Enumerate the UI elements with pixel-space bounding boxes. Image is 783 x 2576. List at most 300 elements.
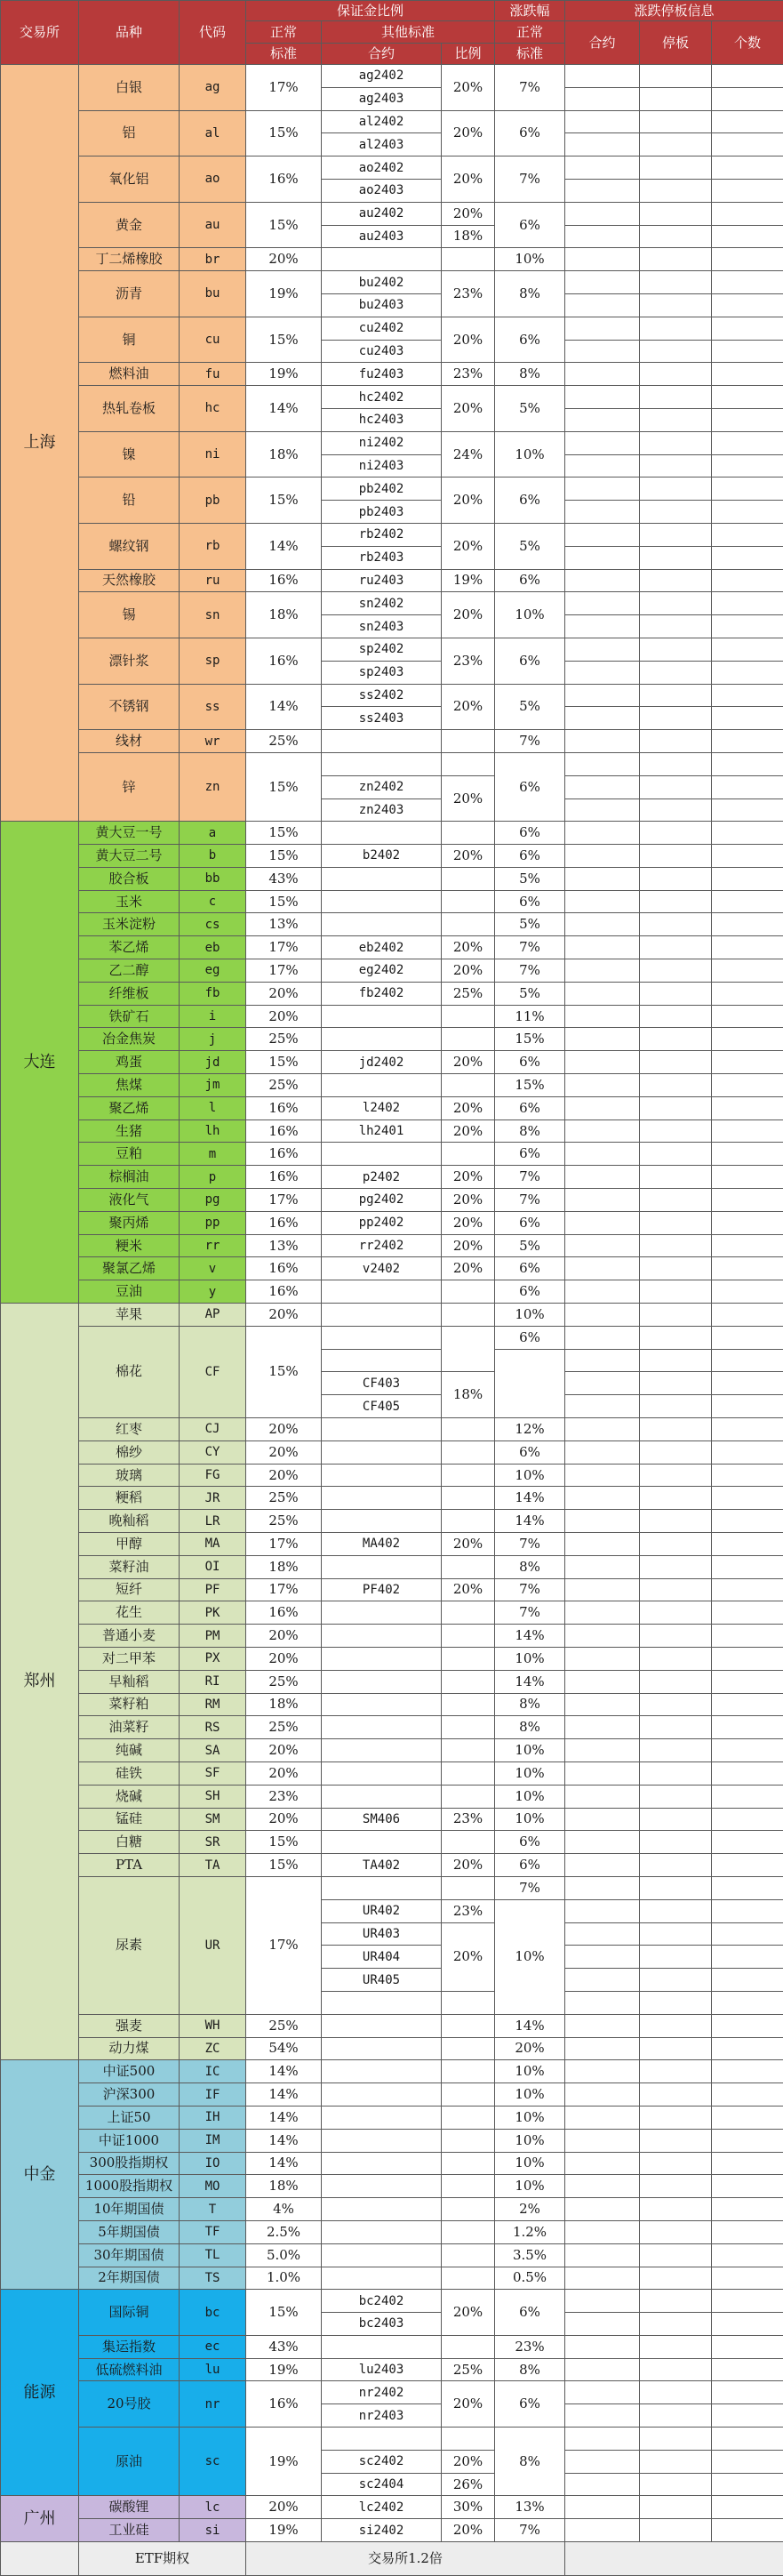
halt-board-cell	[640, 1647, 712, 1670]
contract-cell	[322, 1487, 442, 1510]
product-name: 天然橡胶	[79, 569, 180, 592]
halt-board-cell	[640, 1143, 712, 1166]
product-name: 黄金	[79, 202, 180, 248]
table-row	[1, 913, 783, 936]
contract-cell: au2403	[322, 225, 442, 248]
halt-board-cell	[640, 1876, 712, 1899]
product-name: 氧化铝	[79, 156, 180, 203]
halt-board-cell	[640, 1761, 712, 1785]
halt-count-cell	[712, 2496, 783, 2519]
halt-contract-cell	[565, 1280, 640, 1304]
exchange-name: 上海	[1, 65, 79, 822]
product-name: 碳酸锂	[79, 2496, 180, 2519]
halt-contract-cell	[565, 1946, 640, 1969]
product-code: al	[180, 110, 246, 156]
product-name: 棉花	[79, 1326, 180, 1417]
margin-standard: 15%	[246, 477, 322, 524]
table-row	[1, 248, 783, 271]
halt-contract-cell	[565, 592, 640, 615]
halt-board-cell	[640, 1785, 712, 1808]
halt-count-cell	[712, 2381, 783, 2404]
product-code: sp	[180, 638, 246, 684]
halt-contract-cell	[565, 1533, 640, 1556]
product-code: RI	[180, 1670, 246, 1693]
table-row	[1, 317, 783, 340]
halt-count-cell	[712, 179, 783, 202]
limit-cell: 13%	[495, 2496, 565, 2519]
margin-standard: 19%	[246, 363, 322, 386]
halt-contract-cell	[565, 293, 640, 317]
halt-board-cell	[640, 1418, 712, 1441]
limit-cell: 10%	[495, 592, 565, 638]
halt-count-cell	[712, 661, 783, 684]
halt-contract-cell	[565, 1969, 640, 1992]
halt-contract-cell	[565, 1119, 640, 1143]
product-name: 集运指数	[79, 2335, 180, 2358]
halt-board-cell	[640, 2106, 712, 2129]
contract-cell: pp2402	[322, 1211, 442, 1234]
table-row	[1, 1051, 783, 1074]
contract-cell: ru2403	[322, 569, 442, 592]
limit-cell: 6%	[495, 569, 565, 592]
halt-contract-cell	[565, 1166, 640, 1189]
halt-count-cell	[712, 271, 783, 294]
halt-board-cell	[640, 2220, 712, 2243]
margin-standard: 15%	[246, 110, 322, 156]
ratio-cell	[442, 2083, 495, 2107]
halt-board-cell	[640, 477, 712, 501]
product-name: 冶金焦炭	[79, 1028, 180, 1051]
contract-cell: fb2402	[322, 982, 442, 1005]
limit-cell: 10%	[495, 2175, 565, 2198]
header-halt-contract: 合约	[565, 21, 640, 65]
ratio-cell: 20%	[442, 1211, 495, 1234]
halt-count-cell	[712, 2220, 783, 2243]
halt-contract-cell	[565, 2428, 640, 2451]
halt-contract-cell	[565, 2198, 640, 2221]
halt-contract-cell	[565, 1143, 640, 1166]
halt-board-cell	[640, 2335, 712, 2358]
halt-count-cell	[712, 1166, 783, 1189]
product-name: 豆粕	[79, 1143, 180, 1166]
halt-count-cell	[712, 501, 783, 524]
halt-count-cell	[712, 1487, 783, 1510]
exchange-name: 大连	[1, 822, 79, 1304]
limit-cell: 8%	[495, 1555, 565, 1578]
halt-contract-cell	[565, 65, 640, 88]
limit-cell: 0.5%	[495, 2267, 565, 2290]
margin-standard: 16%	[246, 569, 322, 592]
ratio-cell: 23%	[442, 638, 495, 684]
product-name: 热轧卷板	[79, 386, 180, 432]
halt-contract-cell	[565, 1555, 640, 1578]
halt-board-cell	[640, 936, 712, 959]
halt-count-cell	[712, 845, 783, 868]
halt-board-cell	[640, 454, 712, 477]
limit-cell: 6%	[495, 477, 565, 524]
halt-board-cell	[640, 248, 712, 271]
halt-count-cell	[712, 2014, 783, 2037]
table-row	[1, 202, 783, 225]
ratio-cell	[442, 1693, 495, 1716]
product-name: 300股指期权	[79, 2152, 180, 2175]
table-row	[1, 1211, 783, 1234]
header-margin-group: 保证金比例	[246, 1, 495, 21]
contract-cell: ag2403	[322, 87, 442, 110]
contract-cell	[322, 1440, 442, 1464]
contract-cell	[322, 2267, 442, 2290]
halt-contract-cell	[565, 408, 640, 431]
product-name: 铝	[79, 110, 180, 156]
margin-standard: 13%	[246, 913, 322, 936]
product-code: b	[180, 845, 246, 868]
table-row	[1, 592, 783, 615]
contract-cell	[322, 2428, 442, 2451]
limit-cell: 20%	[495, 2037, 565, 2060]
ratio-cell	[442, 1876, 495, 1899]
contract-cell: lc2402	[322, 2496, 442, 2519]
product-code: lc	[180, 2496, 246, 2519]
header-halt-group: 涨跌停板信息	[565, 1, 783, 21]
margin-standard: 18%	[246, 431, 322, 477]
ratio-cell: 20%	[442, 1578, 495, 1601]
table-row	[1, 982, 783, 1005]
product-code: wr	[180, 730, 246, 753]
table-row	[1, 2175, 783, 2198]
halt-contract-cell	[565, 684, 640, 707]
table-row	[1, 845, 783, 868]
table-row	[1, 156, 783, 180]
halt-count-cell	[712, 798, 783, 822]
product-code: hc	[180, 386, 246, 432]
table-row	[1, 1464, 783, 1487]
product-name: 对二甲苯	[79, 1647, 180, 1670]
product-code: PF	[180, 1578, 246, 1601]
halt-count-cell	[712, 1578, 783, 1601]
halt-contract-cell	[565, 1005, 640, 1028]
contract-cell: cu2402	[322, 317, 442, 340]
ratio-cell: 18%	[442, 225, 495, 248]
table-row	[1, 638, 783, 661]
product-code: FG	[180, 1464, 246, 1487]
table-row	[1, 2060, 783, 2083]
margin-standard: 20%	[246, 1304, 322, 1327]
margin-standard: 20%	[246, 1440, 322, 1464]
footer-value: 交易所1.2倍	[246, 2542, 565, 2576]
limit-cell: 6%	[495, 638, 565, 684]
halt-contract-cell	[565, 822, 640, 845]
product-name: 中证1000	[79, 2129, 180, 2152]
halt-contract-cell	[565, 179, 640, 202]
margin-standard: 17%	[246, 1578, 322, 1601]
limit-cell: 6%	[495, 202, 565, 248]
halt-board-cell	[640, 1166, 712, 1189]
ratio-cell	[442, 2152, 495, 2175]
ratio-cell: 23%	[442, 1808, 495, 1831]
margin-standard: 18%	[246, 2175, 322, 2198]
ratio-cell: 20%	[442, 386, 495, 432]
contract-cell: hc2403	[322, 408, 442, 431]
ratio-cell	[442, 2175, 495, 2198]
limit-cell: 14%	[495, 1670, 565, 1693]
contract-cell	[322, 2335, 442, 2358]
ratio-cell: 24%	[442, 431, 495, 477]
margin-standard: 5.0%	[246, 2243, 322, 2267]
limit-cell: 10%	[495, 1647, 565, 1670]
limit-cell: 10%	[495, 2129, 565, 2152]
halt-contract-cell	[565, 2037, 640, 2060]
ratio-cell: 20%	[442, 156, 495, 203]
margin-standard: 14%	[246, 2106, 322, 2129]
product-name: 5年期国债	[79, 2220, 180, 2243]
product-code: p	[180, 1166, 246, 1189]
halt-count-cell	[712, 2175, 783, 2198]
halt-contract-cell	[565, 2243, 640, 2267]
table-row	[1, 684, 783, 707]
ratio-cell	[442, 752, 495, 775]
halt-count-cell	[712, 2060, 783, 2083]
ratio-cell	[442, 1510, 495, 1533]
halt-contract-cell	[565, 1625, 640, 1648]
halt-contract-cell	[565, 1234, 640, 1257]
product-code: bu	[180, 271, 246, 317]
margin-standard: 23%	[246, 1785, 322, 1808]
ratio-cell: 18%	[442, 1372, 495, 1418]
contract-cell	[322, 1761, 442, 1785]
halt-count-cell	[712, 1234, 783, 1257]
margin-standard: 16%	[246, 1257, 322, 1280]
halt-board-cell	[640, 1601, 712, 1625]
halt-count-cell	[712, 592, 783, 615]
exchange-name: 郑州	[1, 1304, 79, 2060]
halt-board-cell	[640, 2267, 712, 2290]
halt-contract-cell	[565, 1395, 640, 1418]
limit-cell: 6%	[495, 890, 565, 913]
contract-cell: b2402	[322, 845, 442, 868]
table-row	[1, 1716, 783, 1739]
margin-standard: 25%	[246, 2014, 322, 2037]
halt-board-cell	[640, 2152, 712, 2175]
product-name: 1000股指期权	[79, 2175, 180, 2198]
product-name: 纯碱	[79, 1739, 180, 1762]
table-row	[1, 2129, 783, 2152]
table-row	[1, 1625, 783, 1648]
halt-board-cell	[640, 982, 712, 1005]
halt-count-cell	[712, 1304, 783, 1327]
ratio-cell	[442, 1761, 495, 1785]
halt-count-cell	[712, 2313, 783, 2336]
halt-contract-cell	[565, 1464, 640, 1487]
product-code: MO	[180, 2175, 246, 2198]
table-row	[1, 363, 783, 386]
product-code: T	[180, 2198, 246, 2221]
halt-contract-cell	[565, 661, 640, 684]
table-row	[1, 1074, 783, 1097]
halt-count-cell	[712, 546, 783, 569]
halt-count-cell	[712, 1326, 783, 1349]
product-code: fb	[180, 982, 246, 1005]
halt-board-cell	[640, 2290, 712, 2313]
table-row	[1, 1005, 783, 1028]
limit-cell: 10%	[495, 248, 565, 271]
halt-contract-cell	[565, 1096, 640, 1119]
contract-cell	[322, 1074, 442, 1097]
contract-cell: ag2402	[322, 65, 442, 88]
halt-count-cell	[712, 2428, 783, 2451]
contract-cell	[322, 867, 442, 890]
halt-board-cell	[640, 1969, 712, 1992]
halt-board-cell	[640, 1005, 712, 1028]
halt-contract-cell	[565, 638, 640, 661]
halt-board-cell	[640, 1051, 712, 1074]
contract-cell: ni2403	[322, 454, 442, 477]
halt-count-cell	[712, 1761, 783, 1785]
halt-board-cell	[640, 1510, 712, 1533]
ratio-cell: 30%	[442, 2496, 495, 2519]
halt-contract-cell	[565, 501, 640, 524]
header-normal: 正常	[246, 21, 322, 44]
halt-contract-cell	[565, 1349, 640, 1372]
product-code: ao	[180, 156, 246, 203]
limit-cell: 8%	[495, 2358, 565, 2381]
halt-board-cell	[640, 1119, 712, 1143]
halt-contract-cell	[565, 1074, 640, 1097]
halt-contract-cell	[565, 431, 640, 454]
ratio-cell	[442, 1005, 495, 1028]
halt-count-cell	[712, 1647, 783, 1670]
halt-contract-cell	[565, 1739, 640, 1762]
contract-cell: p2402	[322, 1166, 442, 1189]
product-name: 螺纹钢	[79, 523, 180, 569]
footer-label: ETF期权	[79, 2542, 246, 2576]
margin-standard: 2.5%	[246, 2220, 322, 2243]
halt-board-cell	[640, 2381, 712, 2404]
product-code: pg	[180, 1189, 246, 1212]
halt-board-cell	[640, 752, 712, 775]
halt-board-cell	[640, 1028, 712, 1051]
contract-cell	[322, 2152, 442, 2175]
ratio-cell	[442, 1418, 495, 1441]
table-row	[1, 477, 783, 501]
halt-board-cell	[640, 1464, 712, 1487]
contract-cell	[322, 1785, 442, 1808]
margin-standard: 18%	[246, 592, 322, 638]
table-row	[1, 1693, 783, 1716]
halt-board-cell	[640, 363, 712, 386]
product-code: MA	[180, 1533, 246, 1556]
product-code: IC	[180, 2060, 246, 2083]
table-row	[1, 1854, 783, 1877]
contract-cell: al2402	[322, 110, 442, 133]
halt-count-cell	[712, 2335, 783, 2358]
halt-contract-cell	[565, 2404, 640, 2428]
table-row	[1, 1143, 783, 1166]
product-name: 菜籽油	[79, 1555, 180, 1578]
limit-cell: 7%	[495, 2519, 565, 2542]
product-code: l	[180, 1096, 246, 1119]
product-name: 粳稻	[79, 1487, 180, 1510]
contract-cell: SM406	[322, 1808, 442, 1831]
halt-count-cell	[712, 2358, 783, 2381]
limit-cell: 15%	[495, 1074, 565, 1097]
limit-cell: 5%	[495, 867, 565, 890]
halt-contract-cell	[565, 1051, 640, 1074]
halt-contract-cell	[565, 1761, 640, 1785]
margin-standard: 25%	[246, 730, 322, 753]
halt-count-cell	[712, 2152, 783, 2175]
ratio-cell: 20%	[442, 2519, 495, 2542]
contract-cell: ao2402	[322, 156, 442, 180]
header-limit-group: 涨跌幅	[495, 1, 565, 21]
halt-board-cell	[640, 2060, 712, 2083]
contract-cell: rb2402	[322, 523, 442, 546]
halt-contract-cell	[565, 2267, 640, 2290]
limit-cell: 8%	[495, 2428, 565, 2496]
ratio-cell	[442, 1464, 495, 1487]
product-code: PM	[180, 1625, 246, 1648]
product-code: nr	[180, 2381, 246, 2428]
contract-cell: PF402	[322, 1578, 442, 1601]
halt-board-cell	[640, 1257, 712, 1280]
product-code: jm	[180, 1074, 246, 1097]
product-name: 黄大豆二号	[79, 845, 180, 868]
header-code: 代码	[180, 1, 246, 65]
table-row	[1, 959, 783, 983]
halt-contract-cell	[565, 569, 640, 592]
limit-cell: 10%	[495, 2152, 565, 2175]
halt-board-cell	[640, 523, 712, 546]
margin-standard: 17%	[246, 959, 322, 983]
table-row	[1, 890, 783, 913]
contract-cell	[322, 1670, 442, 1693]
contract-cell: pb2402	[322, 477, 442, 501]
halt-contract-cell	[565, 2496, 640, 2519]
halt-contract-cell	[565, 2313, 640, 2336]
halt-board-cell	[640, 1899, 712, 1922]
ratio-cell	[442, 1487, 495, 1510]
ratio-cell: 23%	[442, 1899, 495, 1922]
product-code: IH	[180, 2106, 246, 2129]
halt-board-cell	[640, 2404, 712, 2428]
halt-board-cell	[640, 684, 712, 707]
product-name: 纤维板	[79, 982, 180, 1005]
limit-cell: 8%	[495, 1693, 565, 1716]
halt-board-cell	[640, 1625, 712, 1648]
margin-standard: 14%	[246, 2152, 322, 2175]
halt-count-cell	[712, 752, 783, 775]
product-code: SR	[180, 1831, 246, 1854]
product-name: 10年期国债	[79, 2198, 180, 2221]
margin-standard: 15%	[246, 752, 322, 821]
halt-board-cell	[640, 1096, 712, 1119]
product-name: 聚乙烯	[79, 1096, 180, 1119]
table-row	[1, 2267, 783, 2290]
halt-board-cell	[640, 1304, 712, 1327]
margin-standard: 4%	[246, 2198, 322, 2221]
ratio-cell: 20%	[442, 2381, 495, 2428]
halt-count-cell	[712, 2519, 783, 2542]
product-name: 锡	[79, 592, 180, 638]
halt-contract-cell	[565, 913, 640, 936]
limit-cell: 8%	[495, 271, 565, 317]
ratio-cell: 23%	[442, 271, 495, 317]
halt-count-cell	[712, 615, 783, 638]
table-row	[1, 386, 783, 409]
halt-count-cell	[712, 1946, 783, 1969]
product-name: 甲醇	[79, 1533, 180, 1556]
margin-standard: 15%	[246, 1326, 322, 1417]
halt-count-cell	[712, 913, 783, 936]
